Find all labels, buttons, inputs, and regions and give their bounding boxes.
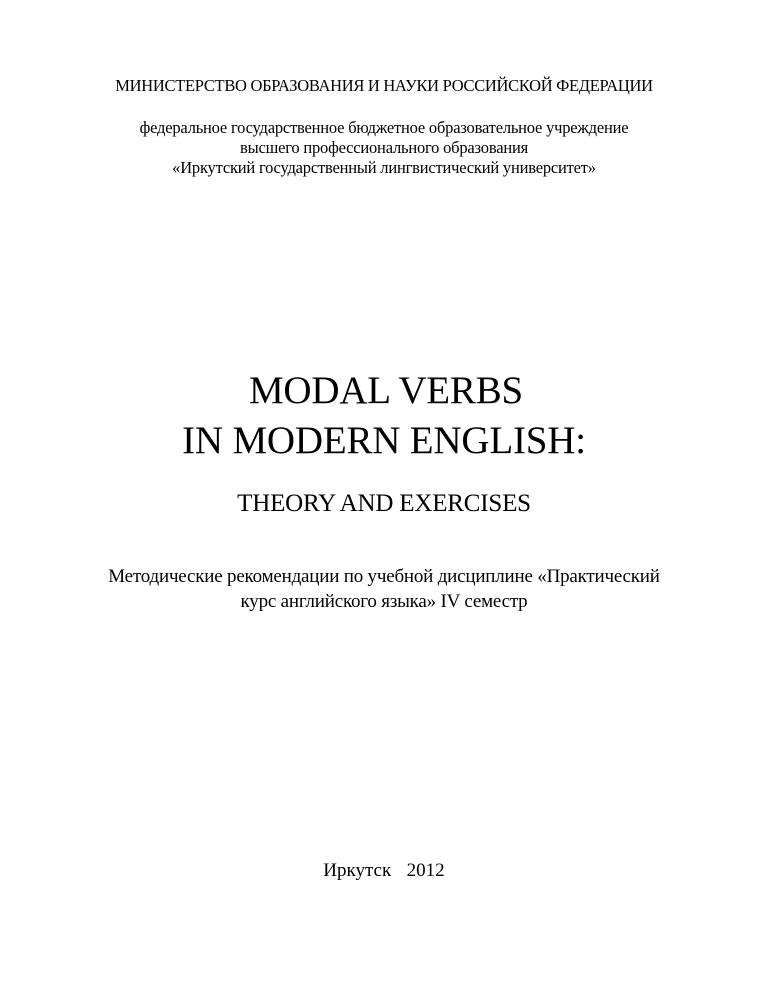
city-year	[0, 860, 768, 882]
institution-line-type: федеральное государственное бюджетное образовательное учреждение	[139, 118, 629, 137]
main-title-line-1: MODAL VERBS	[248, 369, 524, 412]
subtitle: THEORY AND EXERCISES	[237, 490, 531, 517]
ministry-heading: МИНИСТЕРСТВО ОБРАЗОВАНИЯ И НАУКИ РОССИЙСКОЙ ФЕДЕРАЦИИ	[115, 76, 653, 95]
institution-line-name: «Иркутский государственный лингвистический университет»	[172, 158, 596, 177]
description-line-1: Методические рекомендации по учебной дисциплине «Практический	[108, 566, 660, 587]
description-line-2: курс английского языка» IV семестр	[240, 591, 528, 612]
institution-line-level: высшего профессионального образования	[240, 138, 528, 157]
city-year-text: Иркутск 2012	[323, 860, 445, 881]
main-title-line-2: IN MODERN ENGLISH:	[182, 419, 586, 462]
